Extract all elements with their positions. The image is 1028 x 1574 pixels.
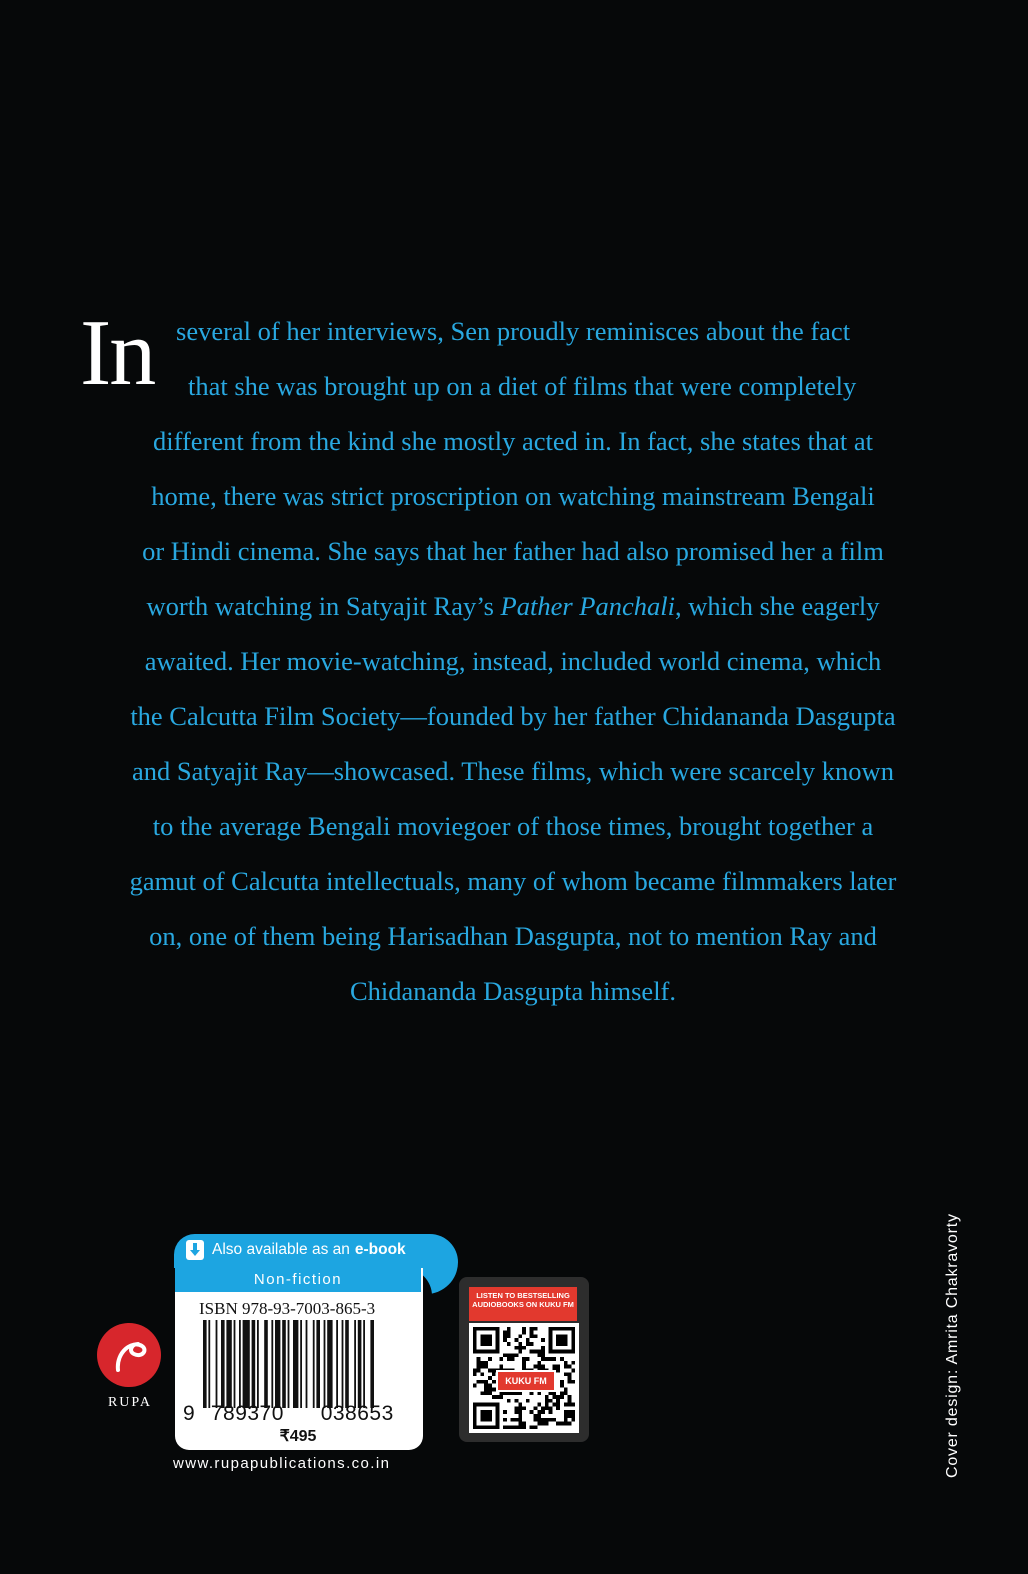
qr-module <box>541 1357 545 1361</box>
qr-module <box>552 1403 556 1407</box>
qr-module <box>499 1365 503 1369</box>
qr-module <box>530 1350 534 1354</box>
qr-module <box>571 1410 575 1414</box>
blurb-line: awaited. Her movie-watching, instead, included world cinema, which <box>144 646 882 676</box>
qr-module <box>507 1342 511 1346</box>
qr-module <box>556 1365 560 1369</box>
barcode-bar <box>243 1320 250 1408</box>
qr-module <box>560 1384 564 1388</box>
qr-module <box>556 1406 560 1410</box>
blurb-line: that she was brought up on a diet of films that were completely <box>188 371 857 401</box>
qr-module <box>492 1369 496 1373</box>
qr-module <box>488 1384 492 1388</box>
qr-module <box>473 1384 477 1388</box>
qr-module <box>518 1414 522 1418</box>
qr-module <box>556 1369 560 1373</box>
qr-module <box>533 1425 537 1429</box>
qr-module <box>568 1376 572 1380</box>
qr-finder <box>480 1334 491 1345</box>
qr-module <box>530 1410 534 1414</box>
qr-module <box>541 1422 545 1426</box>
qr-module <box>560 1395 564 1399</box>
qr-module <box>545 1399 549 1403</box>
film-title: Pather Panchali <box>500 591 675 621</box>
qr-module <box>560 1380 564 1384</box>
qr-finder <box>480 1410 491 1421</box>
qr-module <box>564 1391 568 1395</box>
barcode <box>203 1320 409 1408</box>
qr-module <box>503 1425 507 1429</box>
qr-finder <box>556 1334 567 1345</box>
qr-module <box>477 1361 481 1365</box>
qr-module <box>522 1331 526 1335</box>
barcode-digit-group: 789370 <box>210 1402 284 1425</box>
barcode-bar <box>226 1320 231 1408</box>
qr-module <box>488 1376 492 1380</box>
qr-module <box>526 1357 530 1361</box>
qr-module <box>533 1414 537 1418</box>
ebook-bold-text: e-book <box>354 1241 406 1258</box>
qr-module <box>526 1399 530 1403</box>
qr-module <box>545 1406 549 1410</box>
barcode-bar <box>300 1320 302 1408</box>
qr-module <box>480 1380 484 1384</box>
qr-module <box>522 1361 526 1365</box>
qr-module <box>568 1422 572 1426</box>
barcode-digit-lead: 9 <box>183 1402 195 1425</box>
category-label: Non-fiction <box>175 1268 421 1292</box>
blurb-line: Chidananda Dasgupta himself. <box>349 976 677 1006</box>
qr-module <box>507 1334 511 1338</box>
qr-module <box>511 1425 515 1429</box>
qr-module <box>571 1369 575 1373</box>
barcode-bar <box>306 1320 308 1408</box>
ebook-text: Also available as an <box>212 1241 350 1258</box>
qr-module <box>564 1418 568 1422</box>
qr-module <box>518 1406 522 1410</box>
qr-module <box>564 1365 568 1369</box>
qr-module <box>549 1406 553 1410</box>
qr-module <box>537 1361 541 1365</box>
qr-module <box>571 1403 575 1407</box>
qr-module <box>537 1365 541 1369</box>
qr-module <box>499 1357 503 1361</box>
qr-module <box>533 1350 537 1354</box>
qr-module <box>488 1391 492 1395</box>
qr-module <box>518 1350 522 1354</box>
qr-module <box>518 1418 522 1422</box>
qr-module <box>541 1338 545 1342</box>
qr-module <box>473 1372 477 1376</box>
qr-module <box>522 1425 526 1429</box>
qr-module <box>549 1399 553 1403</box>
drop-cap: In <box>80 301 155 405</box>
barcode-bar <box>239 1320 241 1408</box>
qr-module <box>545 1418 549 1422</box>
qr-module <box>568 1380 572 1384</box>
qr-module <box>484 1365 488 1369</box>
qr-module <box>518 1410 522 1414</box>
barcode-bar <box>342 1320 344 1408</box>
publisher-name: RUPA <box>107 1395 153 1410</box>
qr-module <box>492 1380 496 1384</box>
qr-module <box>533 1406 537 1410</box>
qr-module <box>537 1350 541 1354</box>
qr-module <box>518 1342 522 1346</box>
qr-module <box>503 1353 507 1357</box>
qr-module <box>571 1380 575 1384</box>
qr-module <box>507 1357 511 1361</box>
barcode-bar <box>354 1320 356 1408</box>
qr-module <box>564 1410 568 1414</box>
barcode-bar <box>293 1320 298 1408</box>
qr-module <box>473 1369 477 1373</box>
qr-module <box>484 1380 488 1384</box>
qr-module <box>556 1395 560 1399</box>
qr-module <box>568 1414 572 1418</box>
blurb-line: different from the kind she mostly acted in. In fact, she states that at <box>153 426 873 456</box>
barcode-bar <box>363 1320 365 1408</box>
barcode-bar <box>345 1320 349 1408</box>
isbn: ISBN 978-93-7003-865-3 <box>199 1299 376 1318</box>
qr-module <box>552 1357 556 1361</box>
qr-module <box>492 1372 496 1376</box>
qr-module <box>503 1331 507 1335</box>
qr-module <box>496 1395 500 1399</box>
qr-module <box>518 1346 522 1350</box>
barcode-bar <box>336 1320 338 1408</box>
qr-module <box>477 1357 481 1361</box>
qr-module <box>480 1361 484 1365</box>
qr-module <box>564 1414 568 1418</box>
qr-module <box>549 1418 553 1422</box>
qr-module <box>568 1395 572 1399</box>
qr-module <box>530 1425 534 1429</box>
publisher-website: www.rupapublications.co.in <box>173 1455 391 1472</box>
qr-module <box>518 1425 522 1429</box>
qr-module <box>515 1399 519 1403</box>
audiobook-banner: LISTEN TO BESTSELLING AUDIOBOOKS ON KUKU FM <box>469 1287 577 1321</box>
qr-module <box>522 1365 526 1369</box>
barcode-bar <box>203 1320 207 1408</box>
qr-module <box>556 1399 560 1403</box>
barcode-bar <box>282 1320 286 1408</box>
qr-module <box>522 1327 526 1331</box>
qr-module <box>515 1418 519 1422</box>
qr-module <box>541 1350 545 1354</box>
qr-module <box>564 1403 568 1407</box>
qr-module <box>518 1334 522 1338</box>
barcode-bar <box>234 1320 236 1408</box>
qr-module <box>507 1327 511 1331</box>
download-icon <box>186 1240 204 1260</box>
qr-module <box>571 1418 575 1422</box>
ebook-notice <box>186 1238 406 1262</box>
qr-module <box>488 1387 492 1391</box>
rupa-logo-disc <box>97 1323 161 1387</box>
rupa-logo <box>96 1322 162 1388</box>
qr-module <box>564 1361 568 1365</box>
qr-module <box>507 1425 511 1429</box>
qr-module <box>488 1369 492 1373</box>
qr-module <box>477 1380 481 1384</box>
qr-module <box>541 1406 545 1410</box>
qr-module <box>568 1410 572 1414</box>
qr-module <box>537 1410 541 1414</box>
qr-module <box>511 1418 515 1422</box>
qr-module <box>533 1365 537 1369</box>
qr-module <box>515 1338 519 1342</box>
qr-module <box>552 1395 556 1399</box>
barcode-bar <box>313 1320 315 1408</box>
qr-module <box>560 1391 564 1395</box>
qr-module <box>526 1342 530 1346</box>
qr-module <box>549 1410 553 1414</box>
qr-module <box>515 1353 519 1357</box>
qr-module <box>526 1338 530 1342</box>
qr-module <box>537 1418 541 1422</box>
qr-module <box>480 1365 484 1369</box>
qr-module <box>477 1369 481 1373</box>
qr-module <box>552 1365 556 1369</box>
qr-module <box>503 1334 507 1338</box>
barcode-bar <box>216 1320 218 1408</box>
blurb-line-end: , which she eagerly <box>674 591 880 621</box>
qr-module <box>522 1357 526 1361</box>
blurb-line: home, there was strict proscription on watching mainstream Bengali <box>151 481 875 511</box>
barcode-bar <box>264 1320 268 1408</box>
blurb-line-start: worth watching in Satyajit Ray’s <box>146 591 501 621</box>
qr-module <box>484 1391 488 1395</box>
barcode-digits <box>183 1402 394 1426</box>
qr-module <box>477 1365 481 1369</box>
qr-module <box>507 1399 511 1403</box>
qr-module <box>545 1422 549 1426</box>
qr-module <box>515 1406 519 1410</box>
barcode-bar <box>370 1320 374 1408</box>
qr-module <box>480 1372 484 1376</box>
kukufm-badge: KUKU FM <box>496 1370 556 1392</box>
qr-module <box>503 1418 507 1422</box>
qr-module <box>545 1395 549 1399</box>
qr-module <box>484 1387 488 1391</box>
qr-module <box>511 1353 515 1357</box>
blurb-line: gamut of Calcutta intellectuals, many of whom became filmmakers later <box>129 866 897 896</box>
blurb-line: and Satyajit Ray—showcased. These films, which were scarcely known <box>132 756 894 786</box>
qr-module <box>515 1346 519 1350</box>
qr-module <box>522 1422 526 1426</box>
qr-module <box>530 1342 534 1346</box>
blurb-line: to the average Bengali moviegoer of those times, brought together a <box>152 811 874 841</box>
qr-module <box>530 1334 534 1338</box>
blurb-line: on, one of them being Harisadhan Dasgupta, not to mention Ray and <box>149 921 877 951</box>
qr-module <box>484 1361 488 1365</box>
qr-module <box>530 1327 534 1331</box>
qr-module <box>560 1422 564 1426</box>
barcode-bar <box>316 1320 320 1408</box>
qr-module <box>537 1422 541 1426</box>
barcode-bar <box>252 1320 256 1408</box>
qr-module <box>560 1357 564 1361</box>
qr-module <box>537 1414 541 1418</box>
qr-module <box>503 1410 507 1414</box>
qr-module <box>522 1346 526 1350</box>
qr-module <box>541 1353 545 1357</box>
qr-module <box>492 1395 496 1399</box>
qr-module <box>564 1387 568 1391</box>
blurb-line <box>80 591 946 621</box>
qr-module <box>499 1395 503 1399</box>
qr-module <box>518 1422 522 1426</box>
qr-module <box>533 1334 537 1338</box>
qr-module <box>568 1365 572 1369</box>
qr-module <box>533 1418 537 1422</box>
cover-design-credit: Cover design: Amrita Chakravorty <box>944 1213 961 1478</box>
barcode-bar <box>221 1320 225 1408</box>
qr-module <box>507 1331 511 1335</box>
qr-module <box>556 1422 560 1426</box>
barcode-card <box>175 1268 423 1450</box>
qr-module <box>545 1403 549 1407</box>
qr-module <box>571 1361 575 1365</box>
qr-module <box>552 1418 556 1422</box>
qr-module <box>541 1418 545 1422</box>
barcode-bar <box>257 1320 259 1408</box>
qr-module <box>530 1331 534 1335</box>
qr-module <box>522 1406 526 1410</box>
barcode-bar <box>275 1320 280 1408</box>
barcode-bar <box>288 1320 290 1408</box>
qr-module <box>568 1403 572 1407</box>
qr-module <box>488 1357 492 1361</box>
qr-module <box>564 1422 568 1426</box>
qr-module <box>564 1372 568 1376</box>
qr-module <box>480 1391 484 1395</box>
barcode-digit-group: 038653 <box>320 1402 394 1425</box>
qr-module <box>545 1357 549 1361</box>
qr-module <box>503 1338 507 1342</box>
barcode-bar <box>271 1320 273 1408</box>
qr-module <box>541 1365 545 1369</box>
barcode-bar <box>208 1320 210 1408</box>
barcode-bar <box>327 1320 332 1408</box>
qr-module <box>533 1327 537 1331</box>
price: ₹495 <box>279 1428 317 1445</box>
barcode-bar <box>358 1320 362 1408</box>
qr-module <box>507 1353 511 1357</box>
qr-module <box>568 1372 572 1376</box>
qr-module <box>515 1410 519 1414</box>
barcode-bar <box>324 1320 326 1408</box>
qr-module <box>515 1425 519 1429</box>
qr-module <box>571 1414 575 1418</box>
qr-module <box>537 1403 541 1407</box>
qr-module <box>549 1357 553 1361</box>
qr-card <box>459 1277 589 1442</box>
qr-module <box>492 1387 496 1391</box>
qr-module <box>511 1357 515 1361</box>
qr-module <box>556 1403 560 1407</box>
blurb-line: or Hindi cinema. She says that her father had also promised her a film <box>142 536 884 566</box>
qr-module <box>541 1410 545 1414</box>
qr-module <box>537 1353 541 1357</box>
blurb-line: several of her interviews, Sen proudly reminisces about the fact <box>176 316 851 346</box>
qr-module <box>541 1346 545 1350</box>
qr-module <box>518 1403 522 1407</box>
blurb-line: the Calcutta Film Society—founded by her father Chidananda Dasgupta <box>130 701 896 731</box>
qr-module <box>484 1384 488 1388</box>
qr-module <box>568 1399 572 1403</box>
